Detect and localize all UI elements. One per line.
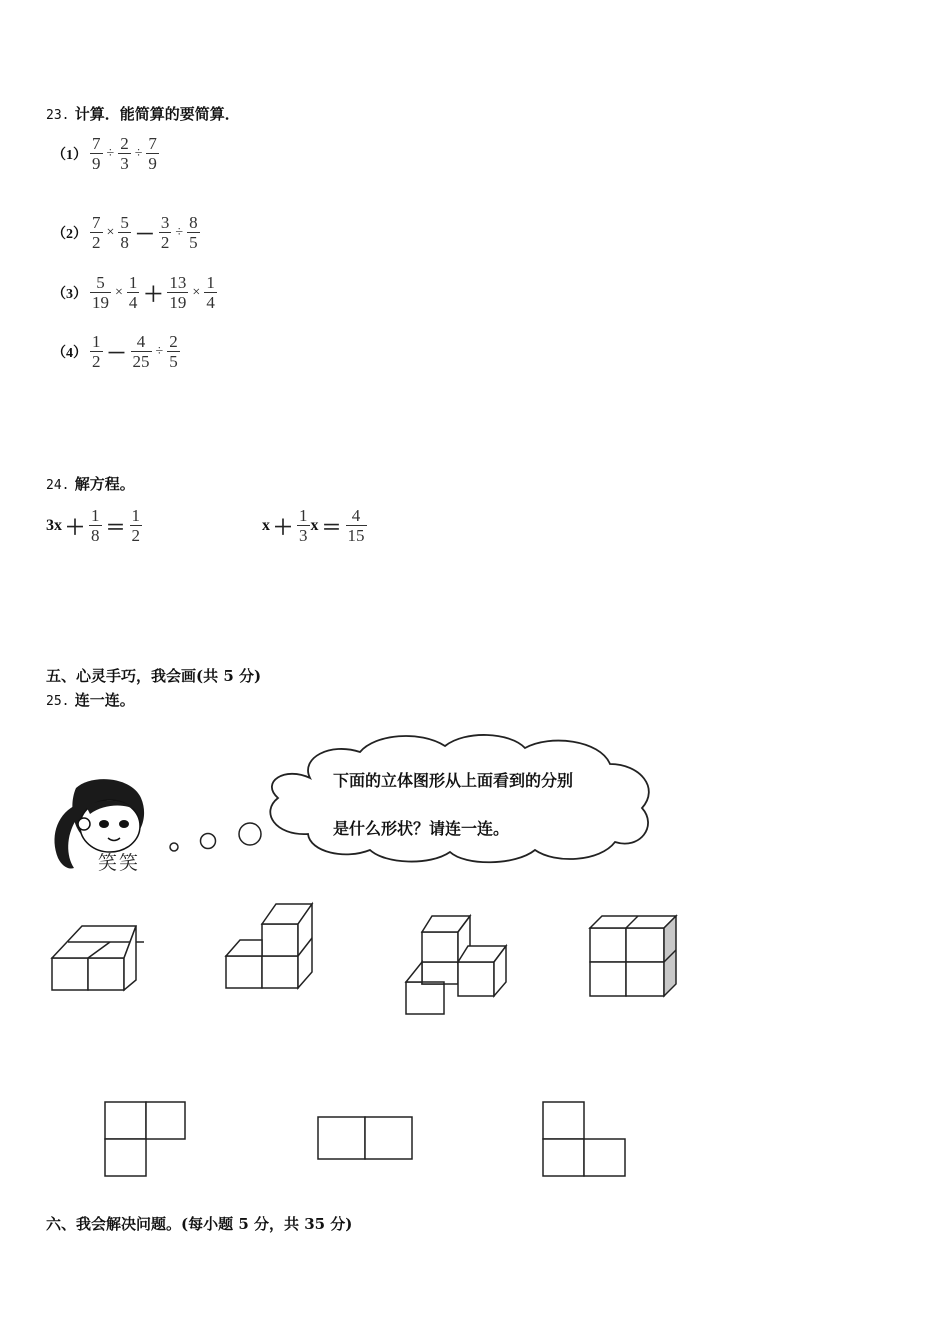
solid-figure-4[interactable] xyxy=(586,910,686,1002)
denominator: 5 xyxy=(169,352,178,371)
top-view-shape-1[interactable] xyxy=(100,1098,190,1180)
denominator: 8 xyxy=(120,233,129,252)
thought-bubble xyxy=(160,730,700,870)
denominator: 8 xyxy=(91,526,100,545)
large-bubble xyxy=(239,823,261,845)
cube-front-left xyxy=(52,958,88,990)
denominator: 2 xyxy=(92,233,101,252)
cube-tl xyxy=(590,928,626,962)
q24-heading xyxy=(46,473,135,494)
q23-item-4 xyxy=(52,333,181,370)
bubble-line-1: 下面的立体图形从上面看到的分别 xyxy=(333,771,574,790)
numerator: 8 xyxy=(189,213,198,232)
solid-figure-2[interactable] xyxy=(222,900,322,996)
numerator: 4 xyxy=(351,506,361,525)
operator: － xyxy=(134,224,155,246)
square xyxy=(146,1102,185,1139)
item-label: （4） xyxy=(52,345,87,361)
eq2-fraction-1 xyxy=(297,507,310,544)
operator: ÷ xyxy=(134,145,143,161)
numerator: 7 xyxy=(148,134,157,153)
section-5-title: 五、心灵手巧，我会画(共 5 分) xyxy=(46,667,262,685)
cube-right xyxy=(458,962,494,996)
numerator: 1 xyxy=(91,506,100,525)
cube-br xyxy=(626,962,664,996)
numerator: 1 xyxy=(92,332,101,351)
cube-top xyxy=(422,932,458,962)
fraction xyxy=(118,214,131,251)
small-bubble xyxy=(170,843,178,851)
operator: × xyxy=(192,284,201,300)
top-view-shape-2[interactable] xyxy=(314,1112,416,1164)
square xyxy=(105,1139,146,1176)
ponytail xyxy=(55,806,76,869)
numerator: 2 xyxy=(120,134,129,153)
top-view-shape-3[interactable] xyxy=(538,1098,630,1180)
eq2-x: x xyxy=(310,516,319,534)
item-label: （1） xyxy=(52,147,87,163)
square xyxy=(365,1117,412,1159)
section-6-title: 六、我会解决问题。(每小题 5 分，共 35 分) xyxy=(46,1215,353,1233)
q24-title: 解方程。 xyxy=(74,475,135,493)
operator: ÷ xyxy=(175,224,184,240)
fraction xyxy=(127,274,140,311)
equation-1 xyxy=(46,507,143,544)
denominator: 15 xyxy=(347,526,365,545)
square xyxy=(543,1102,584,1139)
item-label: （3） xyxy=(52,286,87,302)
eq2-term: x xyxy=(262,516,270,534)
cube-bottom-right xyxy=(262,956,298,988)
top-face-left xyxy=(226,940,262,956)
eq1-term: 3x xyxy=(46,516,62,534)
q25-heading xyxy=(46,689,135,710)
right-eye xyxy=(119,820,129,828)
operator: × xyxy=(106,224,115,240)
numerator: 4 xyxy=(136,332,146,351)
cube-front-right xyxy=(88,958,124,990)
fraction xyxy=(118,135,131,172)
denominator: 5 xyxy=(189,233,198,252)
square xyxy=(543,1139,584,1176)
denominator: 2 xyxy=(160,233,170,252)
denominator: 4 xyxy=(206,293,215,312)
denominator: 4 xyxy=(128,293,138,312)
fraction xyxy=(187,214,200,251)
operator: ÷ xyxy=(155,343,164,359)
denominator: 19 xyxy=(169,293,187,312)
denominator: 3 xyxy=(299,526,308,545)
fraction xyxy=(90,333,103,370)
eq1-plus: ＋ xyxy=(65,517,85,539)
left-eye xyxy=(99,820,109,828)
operator: × xyxy=(115,284,123,300)
fraction xyxy=(159,214,172,251)
q25-number: 25. xyxy=(46,694,70,709)
solid-figure-3[interactable] xyxy=(402,912,514,1020)
numerator: 1 xyxy=(131,506,140,525)
girl-name: 笑笑 xyxy=(98,852,141,874)
operator: ÷ xyxy=(106,145,115,161)
bubble-line-2: 是什么形状？请连一连。 xyxy=(333,819,510,838)
numerator: 5 xyxy=(120,213,129,232)
square xyxy=(584,1139,625,1176)
q23-title: 计算．能简算的要简算． xyxy=(74,105,240,123)
operator: ＋ xyxy=(143,284,164,306)
fraction xyxy=(90,274,111,311)
fraction xyxy=(167,333,180,370)
fraction xyxy=(204,274,217,311)
numerator: 1 xyxy=(299,506,308,525)
fraction xyxy=(90,214,103,251)
square xyxy=(318,1117,365,1159)
q24-number: 24. xyxy=(46,478,70,493)
numerator: 5 xyxy=(96,273,105,292)
numerator: 1 xyxy=(206,273,215,292)
eq1-fraction-1 xyxy=(89,507,102,544)
cube-top xyxy=(262,924,298,956)
cube-lower xyxy=(406,982,444,1014)
denominator: 19 xyxy=(92,293,109,312)
numerator: 3 xyxy=(160,213,170,232)
ear xyxy=(78,818,90,830)
denominator: 25 xyxy=(132,352,150,371)
eq1-equals: ＝ xyxy=(105,517,126,539)
cloud xyxy=(270,735,649,862)
cube-middle xyxy=(422,962,458,984)
denominator: 9 xyxy=(92,154,101,173)
equation-2 xyxy=(262,507,368,544)
fraction xyxy=(90,135,103,172)
eq2-fraction-2 xyxy=(346,507,367,544)
fraction xyxy=(131,333,152,370)
eq1-fraction-2 xyxy=(130,507,143,544)
q23-item-1 xyxy=(52,135,160,172)
fraction xyxy=(146,135,159,172)
numerator: 1 xyxy=(128,273,138,292)
denominator: 9 xyxy=(148,154,157,173)
cube-tr xyxy=(626,928,664,962)
numerator: 7 xyxy=(92,213,101,232)
q23-item-2 xyxy=(52,214,201,251)
numerator: 2 xyxy=(169,332,178,351)
medium-bubble xyxy=(201,834,216,849)
numerator: 13 xyxy=(169,273,187,292)
cube-bottom-left xyxy=(226,956,262,988)
q23-number: 23. xyxy=(46,108,70,123)
denominator: 2 xyxy=(131,526,140,545)
eq2-equals: ＝ xyxy=(321,517,342,539)
q25-title: 连一连。 xyxy=(74,691,135,709)
denominator: 2 xyxy=(92,352,101,371)
q23-heading xyxy=(46,103,240,124)
fraction xyxy=(167,274,188,311)
item-label: （2） xyxy=(52,226,87,242)
eq2-plus: ＋ xyxy=(273,517,293,539)
cube-bl xyxy=(590,962,626,996)
q23-item-3 xyxy=(52,274,218,311)
numerator: 7 xyxy=(92,134,101,153)
solid-figure-1[interactable] xyxy=(48,920,148,996)
square xyxy=(105,1102,146,1139)
operator: － xyxy=(106,343,127,365)
denominator: 3 xyxy=(120,154,129,173)
